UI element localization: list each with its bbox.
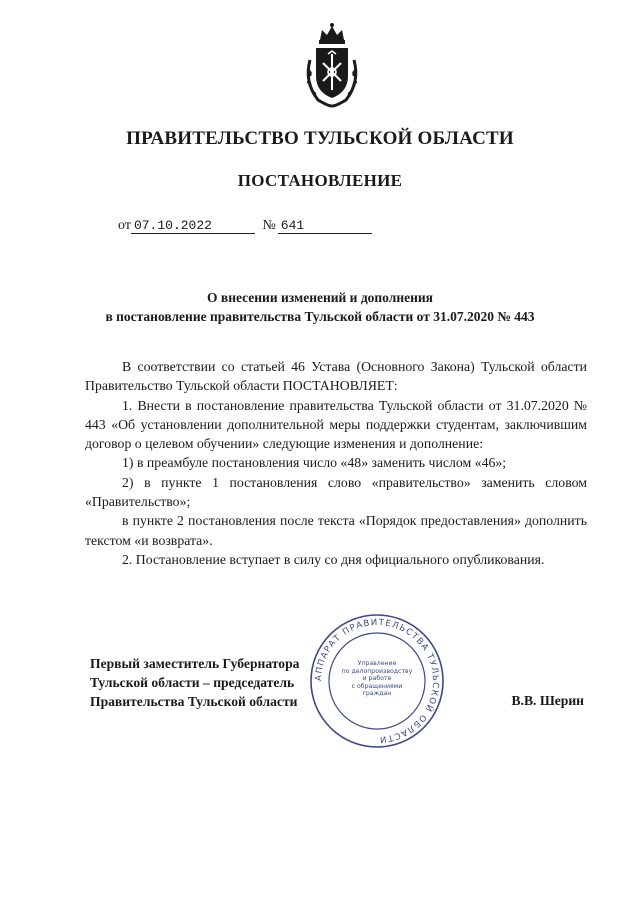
document-type: ПОСТАНОВЛЕНИЕ (237, 171, 403, 190)
document-subject (60, 288, 580, 326)
body-paragraph: в пункте 2 постановления после текста «Порядок предоставления» дополнить текстом «и возврата». (85, 513, 587, 548)
document-body (85, 357, 587, 569)
number-label: № (262, 218, 276, 233)
document-date: 07.10.2022 (131, 218, 255, 234)
body-paragraph: 1) в преамбуле постановления число «48» заменить числом «46»; (122, 455, 507, 471)
body-paragraph: 2) в пункте 1 постановления слово «правительство» заменить словом «Правительство»; (85, 474, 587, 510)
date-label: от (118, 218, 131, 233)
stamp-line: граждан (362, 690, 392, 698)
signer-position-line: Первый заместитель Губернатора (90, 656, 300, 671)
document-meta (118, 218, 372, 234)
coat-of-arms-icon (298, 20, 366, 108)
document-number: 641 (278, 218, 372, 234)
stamp-line: с обращениями (351, 682, 403, 690)
subject-line: О внесении изменений и дополнения (207, 290, 433, 305)
signer-name: В.В. Шерин (511, 693, 584, 708)
subject-line: в постановление правительства Тульской области от 31.07.2020 № 443 (105, 309, 535, 324)
body-paragraph: В соответствии со статьей 46 Устава (Основного Закона) Тульской области Правительство Тульской области ПОСТАНОВЛЯЕТ: (85, 359, 587, 394)
stamp-center-text (337, 660, 417, 698)
signer-position-line: Тульской области – председатель (90, 675, 295, 690)
signer-position-line: Правительства Тульской области (90, 694, 298, 709)
stamp-line: по делопроизводству (341, 667, 413, 675)
body-paragraph: 2. Постановление вступает в силу со дня официального опубликования. (122, 551, 545, 567)
government-title: ПРАВИТЕЛЬСТВО ТУЛЬСКОЙ ОБЛАСТИ (126, 128, 514, 149)
stamp-line: Управление (357, 660, 397, 667)
body-paragraph: 1. Внести в постановление правительства Тульской области от 31.07.2020 № 443 «Об установлении дополнительной меры поддержки студентам, заключившим договор о целевом обучении» следующие изменения и дополнение: (85, 397, 587, 452)
signer-position (90, 654, 299, 711)
stamp-line: и работе (362, 675, 392, 683)
stamp-ring-text: АППАРАТ ПРАВИТЕЛЬСТВА ТУЛЬСКОЙ ОБЛАСТИ (313, 617, 441, 745)
